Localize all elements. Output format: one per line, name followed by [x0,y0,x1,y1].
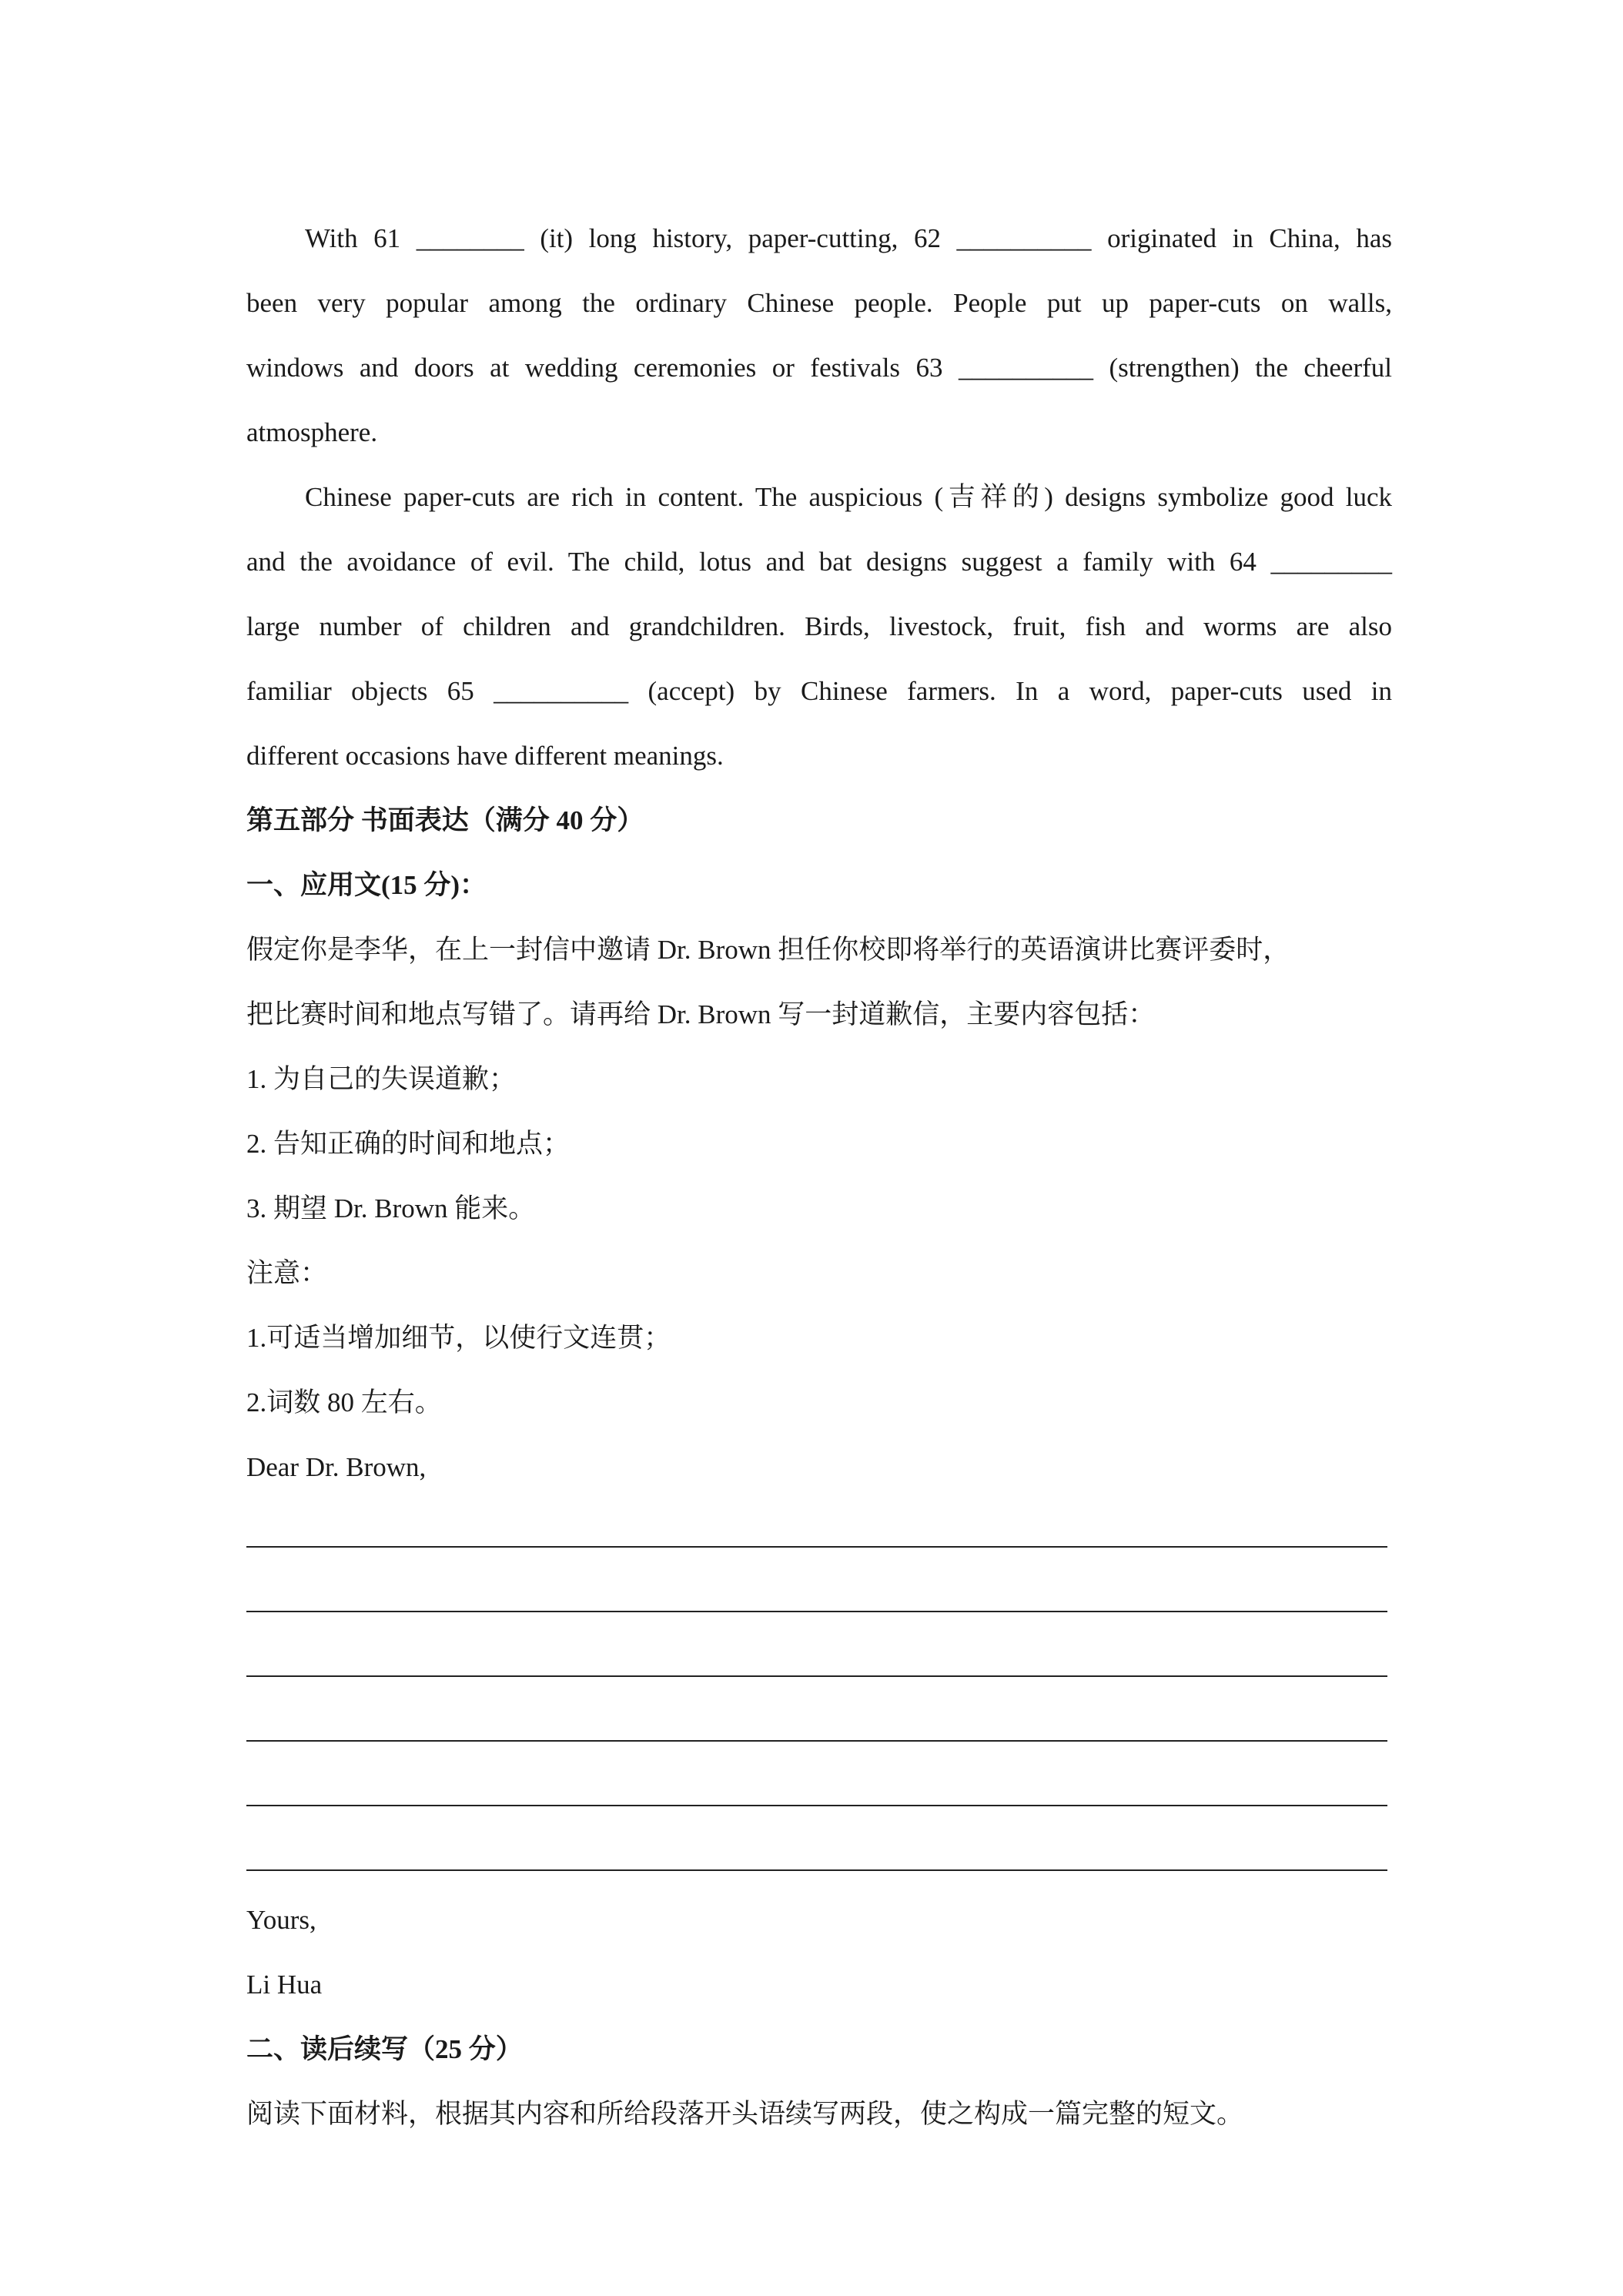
section1-heading: 一、应用文(15 分)： [246,870,487,900]
passage-line: and the avoidance of evil. The child, lotus and bat designs suggest a family with 64 _________ [246,547,1392,577]
requirement-item: 1. 为自己的失误道歉； [246,1064,517,1094]
writing-line[interactable] [246,1500,1392,1565]
note-item: 2.词数 80 左右。 [246,1387,442,1417]
writing-area[interactable] [246,1500,1392,1888]
note-item: 1.可适当增加细节，以使行文连贯； [246,1323,671,1353]
document-page [246,206,1392,2147]
letter-signature: Li Hua [246,1970,323,2000]
letter-salutation: Dear Dr. Brown, [246,1452,427,1482]
writing-line[interactable] [246,1694,1392,1759]
section1-prompt-line: 假定你是李华，在上一封信中邀请 Dr. Brown 担任你校即将举行的英语演讲比赛评委时， [246,935,1290,965]
note-label: 注意： [246,1258,328,1288]
passage-line: been very popular among the ordinary Chinese people. People put up paper-cuts on walls, [246,288,1392,318]
passage-line: different occasions have different meanings. [246,741,724,771]
section2-heading: 二、读后续写（25 分） [246,2034,523,2064]
part5-heading: 第五部分 书面表达（满分 40 分） [246,805,644,835]
passage-line: familiar objects 65 __________ (accept) by Chinese farmers. In a word, paper-cuts used in [246,676,1392,706]
writing-line[interactable] [246,1565,1392,1629]
writing-line[interactable] [246,1629,1392,1694]
section1-prompt-line: 把比赛时间和地点写错了。请再给 Dr. Brown 写一封道歉信，主要内容包括： [246,999,1156,1029]
requirement-item: 3. 期望 Dr. Brown 能来。 [246,1193,536,1223]
passage-line: large number of children and grandchildren. Birds, livestock, fruit, fish and worms are also [246,611,1392,641]
passage-line: atmosphere. [246,417,378,447]
letter-closing: Yours, [246,1905,316,1935]
passage-line: windows and doors at wedding ceremonies or festivals 63 __________ (strengthen) the cheerful [246,353,1392,383]
passage-paragraph-2 [246,465,1392,788]
writing-line[interactable] [246,1759,1392,1823]
requirement-item: 2. 告知正确的时间和地点； [246,1129,571,1159]
section2-prompt: 阅读下面材料，根据其内容和所给段落开头语续写两段，使之构成一篇完整的短文。 [246,2099,1244,2129]
passage-line: With 61 ________ (it) long history, paper-cutting, 62 __________ originated in China, has [305,223,1392,253]
passage-line: Chinese paper-cuts are rich in content. The auspicious (吉祥的) designs symbolize good luck [305,482,1392,512]
writing-line[interactable] [246,1823,1392,1888]
passage-paragraph-1 [246,206,1392,465]
